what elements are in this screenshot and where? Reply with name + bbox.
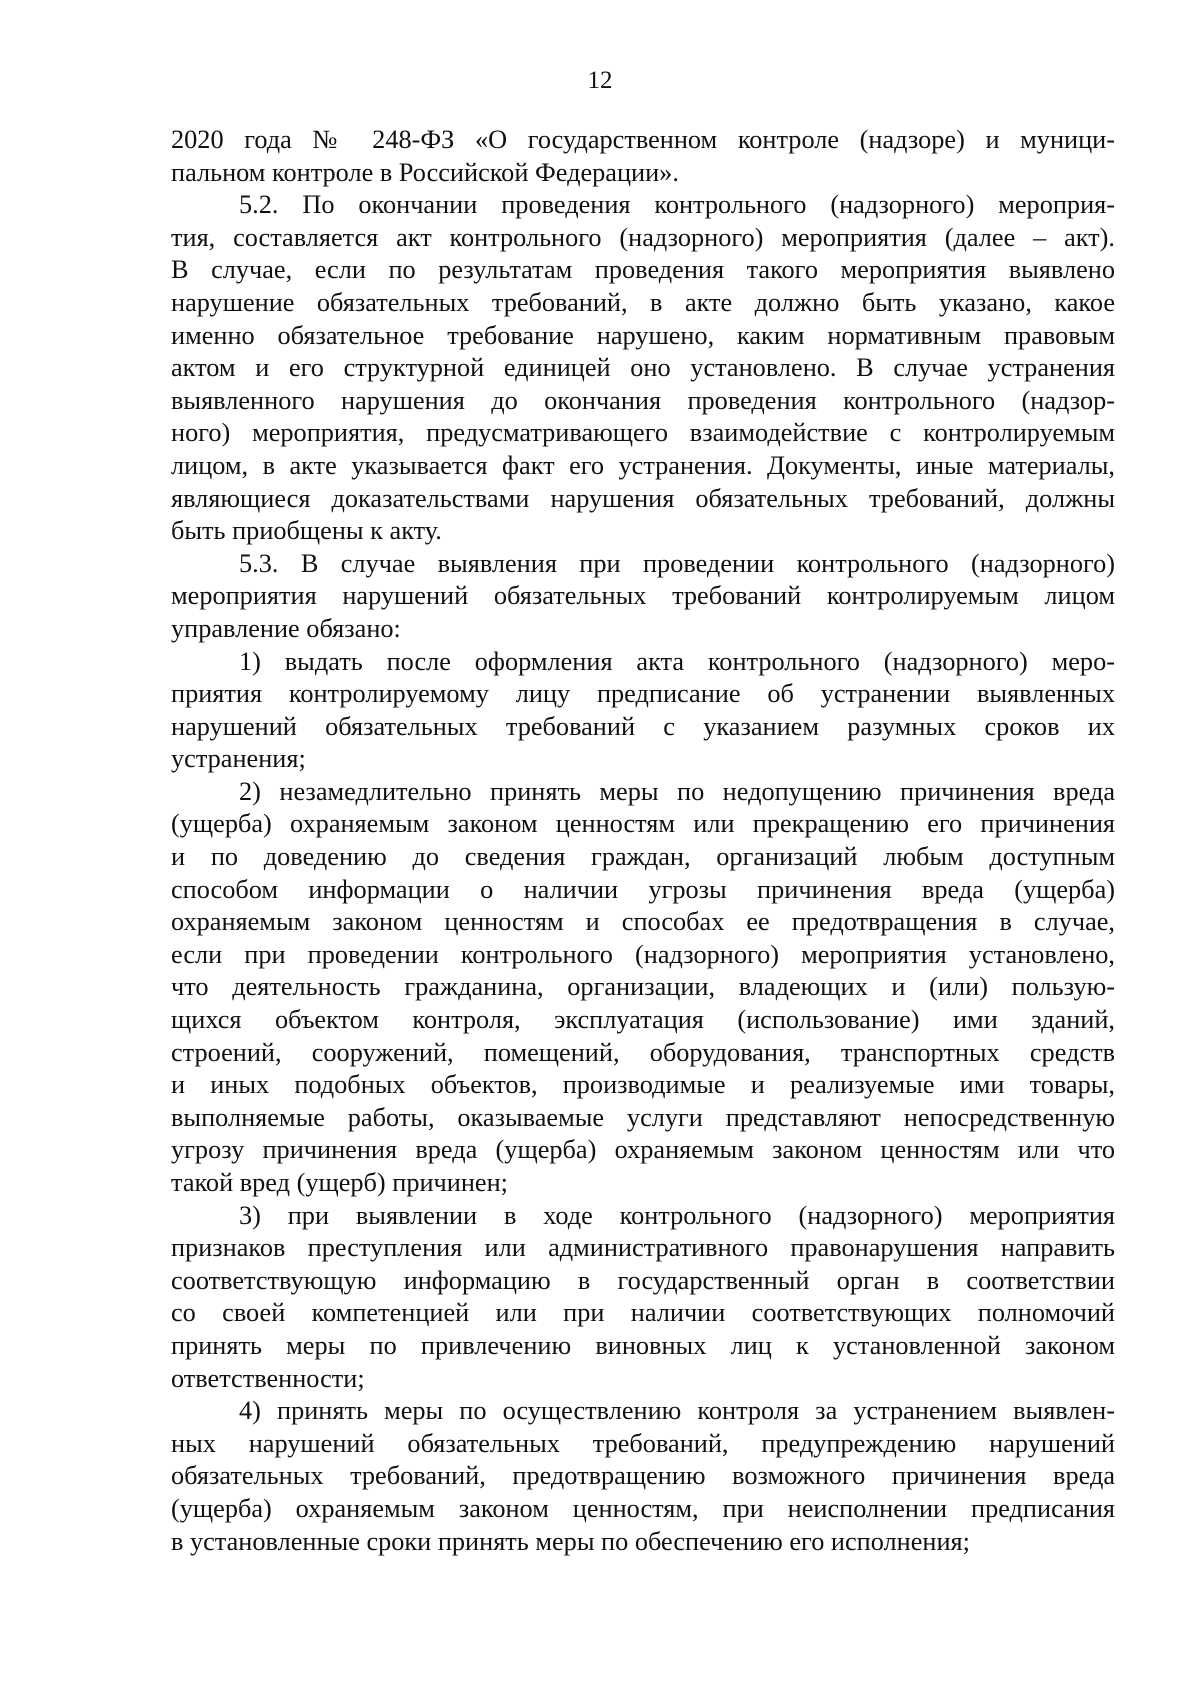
text-line: принять меры по привлечению виновных лиц к установленной законом — [171, 1330, 1115, 1360]
text-line: строений, сооружений, помещений, оборудования, транспортных средств — [171, 1037, 1115, 1067]
text-line: ного) мероприятия, предусматривающего взаимодействие с контролируемым — [171, 418, 1115, 448]
text-line: ных нарушений обязательных требований, предупреждению нарушений — [171, 1428, 1115, 1458]
text-line: (ущерба) охраняемым законом ценностям или прекращению его причинения — [171, 809, 1115, 839]
text-line: если при проведении контрольного (надзорного) мероприятия установлено, — [171, 939, 1115, 969]
text-line: 1) выдать после оформления акта контрольного (надзорного) меро- — [239, 646, 1115, 676]
text-line: 5.2. По окончании проведения контрольного (надзорного) мероприя- — [239, 190, 1115, 220]
text-line: В случае, если по результатам проведения такого мероприятия выявлено — [171, 255, 1115, 285]
text-line: 2020 года № 248-ФЗ «О государственном контроле (надзоре) и муници- — [171, 125, 1115, 154]
text-line: лицом, в акте указывается факт его устранения. Документы, иные материалы, — [171, 450, 1115, 480]
paragraph-5-2 — [171, 189, 1115, 548]
text-line: в установленные сроки принять меры по обеспечению его исполнения; — [171, 1526, 970, 1556]
text-line: угрозу причинения вреда (ущерба) охраняемым законом ценностям или что — [171, 1135, 1115, 1165]
text-line: актом и его структурной единицей оно установлено. В случае устранения — [171, 353, 1115, 383]
text-line: и иных подобных объектов, производимые и реализуемые ими товары, — [171, 1070, 1115, 1100]
text-line: именно обязательное требование нарушено, каким нормативным правовым — [171, 320, 1115, 350]
text-line: способом информации о наличии угрозы причинения вреда (ущерба) — [171, 874, 1115, 904]
text-line: нарушений обязательных требований с указанием разумных сроков их — [171, 711, 1115, 741]
paragraph-item-2 — [171, 776, 1115, 1200]
paragraph-continuation — [171, 124, 1115, 189]
text-line: выполняемые работы, оказываемые услуги представляют непосредственную — [171, 1102, 1115, 1132]
page-number: 12 — [587, 67, 613, 94]
text-line: что деятельность гражданина, организации, владеющих и (или) пользую- — [171, 972, 1115, 1002]
text-line: (ущерба) охраняемым законом ценностям, при неисполнении предписания — [171, 1493, 1115, 1523]
text-line: 2) незамедлительно принять меры по недопущению причинения вреда — [239, 776, 1115, 806]
text-line: тия, составляется акт контрольного (надзорного) мероприятия (далее – акт). — [171, 222, 1115, 252]
text-line: пальном контроле в Российской Федерации». — [171, 157, 679, 187]
text-line: признаков преступления или административного правонарушения направить — [171, 1233, 1115, 1263]
text-line: быть приобщены к акту. — [171, 516, 442, 546]
paragraph-item-1 — [171, 646, 1115, 776]
text-line: охраняемым законом ценностям и способах ее предотвращения в случае, — [171, 907, 1115, 937]
paragraph-5-3 — [171, 548, 1115, 646]
text-line: мероприятия нарушений обязательных требований контролируемым лицом — [171, 581, 1115, 611]
text-line: 5.3. В случае выявления при проведении контрольного (надзорного) — [239, 548, 1115, 578]
text-line: 4) принять меры по осуществлению контроля за устранением выявлен- — [239, 1396, 1115, 1426]
text-line: такой вред (ущерб) причинен; — [171, 1168, 508, 1197]
paragraph-item-4 — [171, 1395, 1115, 1558]
text-line: соответствующую информацию в государственный орган в соответствии — [171, 1265, 1115, 1295]
text-line: 3) при выявлении в ходе контрольного (надзорного) мероприятия — [239, 1200, 1115, 1230]
text-line: устранения; — [171, 744, 306, 774]
text-line: ответственности; — [171, 1363, 365, 1393]
text-line: являющиеся доказательствами нарушения обязательных требований, должны — [171, 483, 1115, 513]
paragraph-item-3 — [171, 1200, 1115, 1396]
text-line: щихся объектом контроля, эксплуатация (использование) ими зданий, — [171, 1005, 1115, 1035]
text-line: выявленного нарушения до окончания проведения контрольного (надзор- — [171, 385, 1115, 415]
text-line: приятия контролируемому лицу предписание об устранении выявленных — [171, 679, 1115, 709]
text-line: со своей компетенцией или при наличии соответствующих полномочий — [171, 1298, 1115, 1328]
text-line: управление обязано: — [171, 613, 401, 643]
text-line: и по доведению до сведения граждан, организаций любым доступным — [171, 842, 1115, 872]
text-line: обязательных требований, предотвращению возможного причинения вреда — [171, 1461, 1115, 1491]
text-line: нарушение обязательных требований, в акте должно быть указано, какое — [171, 287, 1115, 317]
document-body — [171, 124, 1115, 1558]
